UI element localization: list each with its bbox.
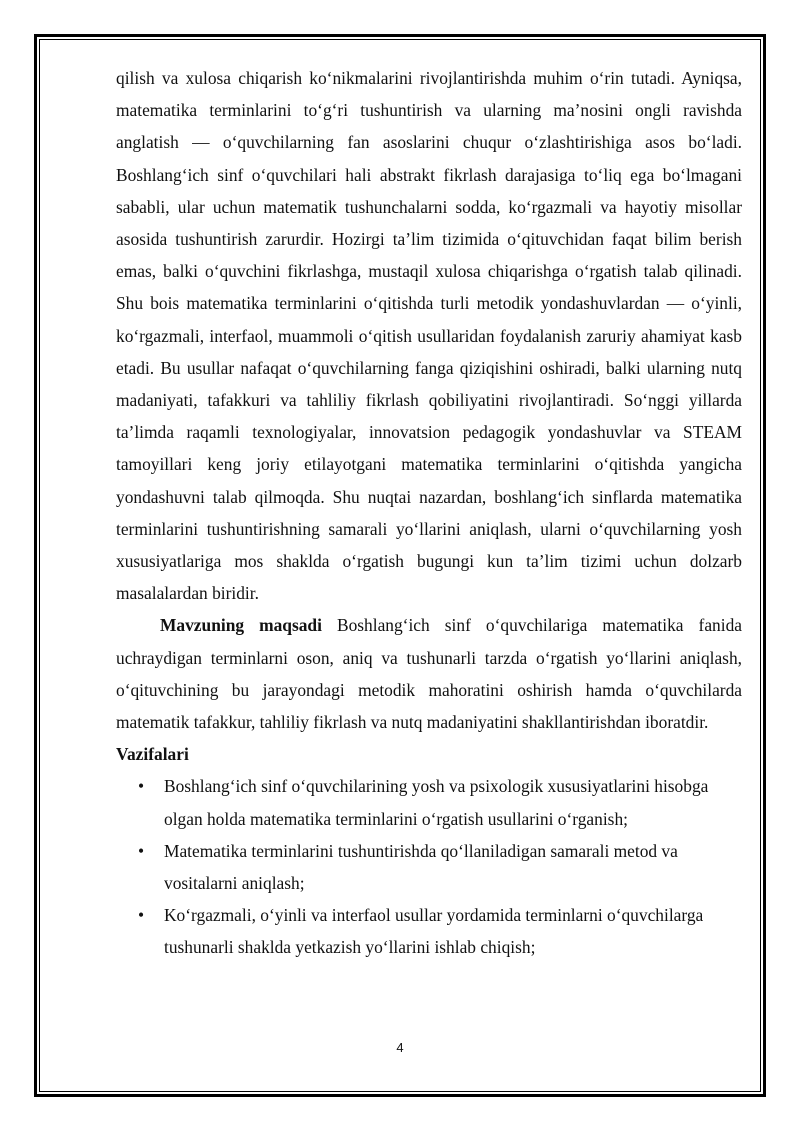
task-text: Koʻrgazmali, oʻyinli va interfaol usullar yordamida terminlarni oʻquvchilarga tushunarli shaklda yetkazish yoʻllarini ishlab chiqish; (164, 905, 704, 958)
bullet-icon: • (138, 905, 145, 926)
list-item (116, 770, 742, 834)
bullet-icon: • (138, 840, 145, 861)
list-item (116, 835, 742, 899)
tasks-heading: Vazifalari (116, 744, 189, 765)
paragraph-goal (116, 609, 742, 738)
goal-label: Mavzuning maqsadi (160, 615, 322, 636)
paragraph-introduction: qilish va xulosa chiqarish koʻnikmalarini rivojlantirishda muhim oʻrin tutadi. Ayniqsa, matematika terminlarini toʻgʻri tushuntirish va ularning maʼnosini ongli ravishda anglatish — oʻquvchilarning fan asoslarini chuqur oʻzlashtirishiga asos boʻladi. Boshlangʻich sinf oʻquvchilari hali abstrakt fikrlash darajasiga toʻliq ega boʻlmagani sababli, ular uchun matematik tushunchalarni sodda, koʻrgazmali va hayotiy misollar asosida tushuntirish zarurdir. Hozirgi taʼlim tizimida oʻqituvchidan faqat bilim berish emas, balki oʻquvchini fikrlashga, mustaqil xulosa chiqarishga oʻrgatish talab qilinadi. Shu bois matematika terminlarini oʻqitishda turli metodik yondashuvlardan — oʻyinli, koʻrgazmali, interfaol, muammoli oʻqitish usullaridan foydalanish zaruriy ahamiyat kasb etadi. Bu usullar nafaqat oʻquvchilarning fanga qiziqishini oshiradi, balki ularning nutq madaniyati, tafakkuri va tahliliy fikrlash qobiliyatini rivojlantiradi. Soʻnggi yillarda taʼlimda raqamli texnologiyalar, innovatsion pedagogik yondashuvlar va STEAM tamoyillari keng joriy etilayotgani matematika terminlarini oʻqitishda yangicha yondashuvni talab qilmoqda. Shu nuqtai nazardan, boshlangʻich sinflarda matematika terminlarini tushuntirishning samarali yoʻllarini aniqlash, ularni oʻquvchilarning yosh xususiyatlariga mos shaklda oʻrgatish bugungi kun taʼlim tizimi uchun dolzarb masalalardan biridir. (116, 68, 742, 604)
task-text: Matematika terminlarini tushuntirishda qoʻllaniladigan samarali metod va vositalarni aniqlash; (164, 840, 678, 894)
goal-text: Boshlangʻich sinf oʻquvchilariga matematika fanida uchraydigan terminlarni oson, aniq va tushunarli tarzda oʻrgatish yoʻllarini aniqlash, oʻqituvchining bu jarayondagi metodik mahoratini oshirish hamda oʻquvchilarda matematik tafakkur, tahliliy fikrlash va nutq madaniyatini shakllantirishdan iboratdir. (116, 615, 742, 733)
page-number: 4 (396, 1040, 404, 1055)
task-text: Boshlangʻich sinf oʻquvchilarining yosh va psixologik xususiyatlarini hisobga olgan holda matematika terminlarini oʻrgatish usullarini oʻrganish; (164, 776, 709, 829)
bullet-icon: • (138, 776, 145, 797)
tasks-list (116, 770, 742, 963)
page-content (116, 62, 742, 964)
list-item (116, 899, 742, 963)
